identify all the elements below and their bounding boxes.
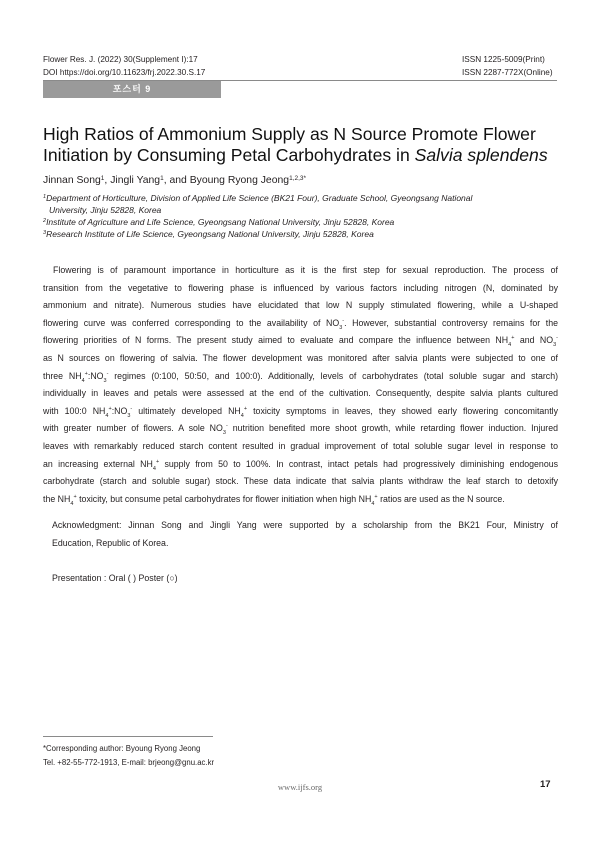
abstract-body [43,262,558,508]
doi-link[interactable]: DOI https://doi.org/10.11623/frj.2022.30.S.17 [43,67,206,77]
author-affiliation-mark: 1 [100,175,105,182]
author-name: Byoung Ryong Jeong [189,175,290,186]
abstract-line: flowering priorities of N forms. The present study aimed to evaluate and compare the influence between $NH_4^+$ and $NO_3^-$ [43,335,558,349]
author-affiliation-mark: 1,2,3* [289,175,307,182]
author-affiliation-mark: 1 [160,175,164,182]
abstract-line: the $NH_4^+$ toxicity, but consume petal carbohydrates for flower initiation when high $NH_4^+$ ratios are used as the N source. [43,493,505,507]
abstract-line: three $NH_4^+:NO_3^-$ regimes (0:100, 50:50, and 100:0). Additionally, levels of carbohydrates (total soluble sugar and starch) [43,370,559,384]
journal-website[interactable]: www.ijfs.org [277,782,323,792]
affiliation-1: $^1$Department of Horticulture, Division of Applied Life Science (BK21 Four), Graduate School, Gyeongsang National [43,193,473,203]
paper-title [43,124,563,166]
abstract-line: with greater number of flowers. A sole $NO_3^-$ nutrition benefited more shoot growth, while retarding flower induction. Injured [43,423,558,437]
title-line-1: High Ratios of Ammonium Supply as N Source Promote Flower [43,124,536,144]
abstract-line: flowering curve was conferred corresponding to the availability of $NO_3^-$. However, substantial controversy remains for the [43,317,558,331]
presentation-type: Presentation : Oral ( ) Poster (○) [52,573,178,583]
abstract-line: with 100:0 $NH_4^+:NO_3^-$ ultimately developed $NH_4^+$ toxicity symptoms in leaves, they showed early flowering concomitantly [43,405,558,419]
acknowledgment-line: Education, Republic of Korea. [52,537,169,548]
abstract-line: leaves with remarkably reduced starch content resulted in gradual improvement of total soluble sugar level in response to [43,440,558,451]
abstract-line: ammonium and nitrate). Numerous studies have elucidated that low N supply stimulated flowering, while a U-shaped [43,300,558,311]
affiliations [43,192,563,240]
journal-citation: Flower Res. J. (2022) 30(Supplement I):17 [43,55,198,64]
footnote [43,742,214,770]
acknowledgment-line: Acknowledgment: Jinnan Song and Jingli Yang were supported by a scholarship from the BK21 Four, Ministry of [52,520,558,530]
author-contact: Tel. +82-55-772-1913, E-mail: brjeong@gnu.ac.kr [43,758,215,767]
abstract-line: as N sources on flowering of salvia. The flower development was monitored after salvia plants were subjected to one of [43,352,558,363]
footnote-divider [43,736,213,737]
abstract-line: carbohydrate (starch and soluble sugar) stock. These data indicate that salvia plants withdraw the leaf starch to detoxify [43,476,558,487]
issn-print: ISSN 1225-5009(Print) [462,55,545,64]
journal-header [43,54,205,79]
author-list: Jinnan Song$^1$, Jingli Yang$^1$, and Byoung Ryong Jeong$^{1,2,3*}$ [43,175,307,186]
affiliation-1-continued: University, Jinju 52828, Korea [49,205,162,215]
abstract-line: Flowering is of paramount importance in horticulture as it is the first step for sexual reproduction. The process of [53,265,558,275]
title-line-2: Initiation by Consuming Petal Carbohydrates in Salvia splendens [43,145,548,165]
abstract-line: transition from the vegetative to flowering phase is influenced by various factors including nitrogen (N, dominated by [43,282,558,293]
poster-badge: 포스터 9 [43,81,221,98]
acknowledgment [52,517,558,552]
title-species: Salvia splendens [414,145,548,165]
page-number: 17 [540,779,551,790]
abstract-line: an increasing external $NH_4^+$ supply from 50 to 100%. In contrast, intact petals had progressively diminishing endogenous [43,458,559,472]
issn-online: ISSN 2287-772X(Online) [462,67,553,77]
affiliation-2: $^2$Institute of Agriculture and Life Science, Gyeongsang National University, Jinju 52828, Korea [43,217,395,227]
author-name: Jingli Yang [110,175,161,186]
corresponding-author: *Corresponding author: Byoung Ryong Jeong [43,744,201,753]
issn-block [462,54,553,79]
affiliation-3: $^3$Research Institute of Life Science, Gyeongsang National University, Jinju 52828, Korea [43,229,374,239]
abstract-line: individually in leaves and petals were assessed at the end of the cultivation. Consequently, despite salvia plants cultured [43,388,558,399]
author-name: Jinnan Song [43,175,101,186]
